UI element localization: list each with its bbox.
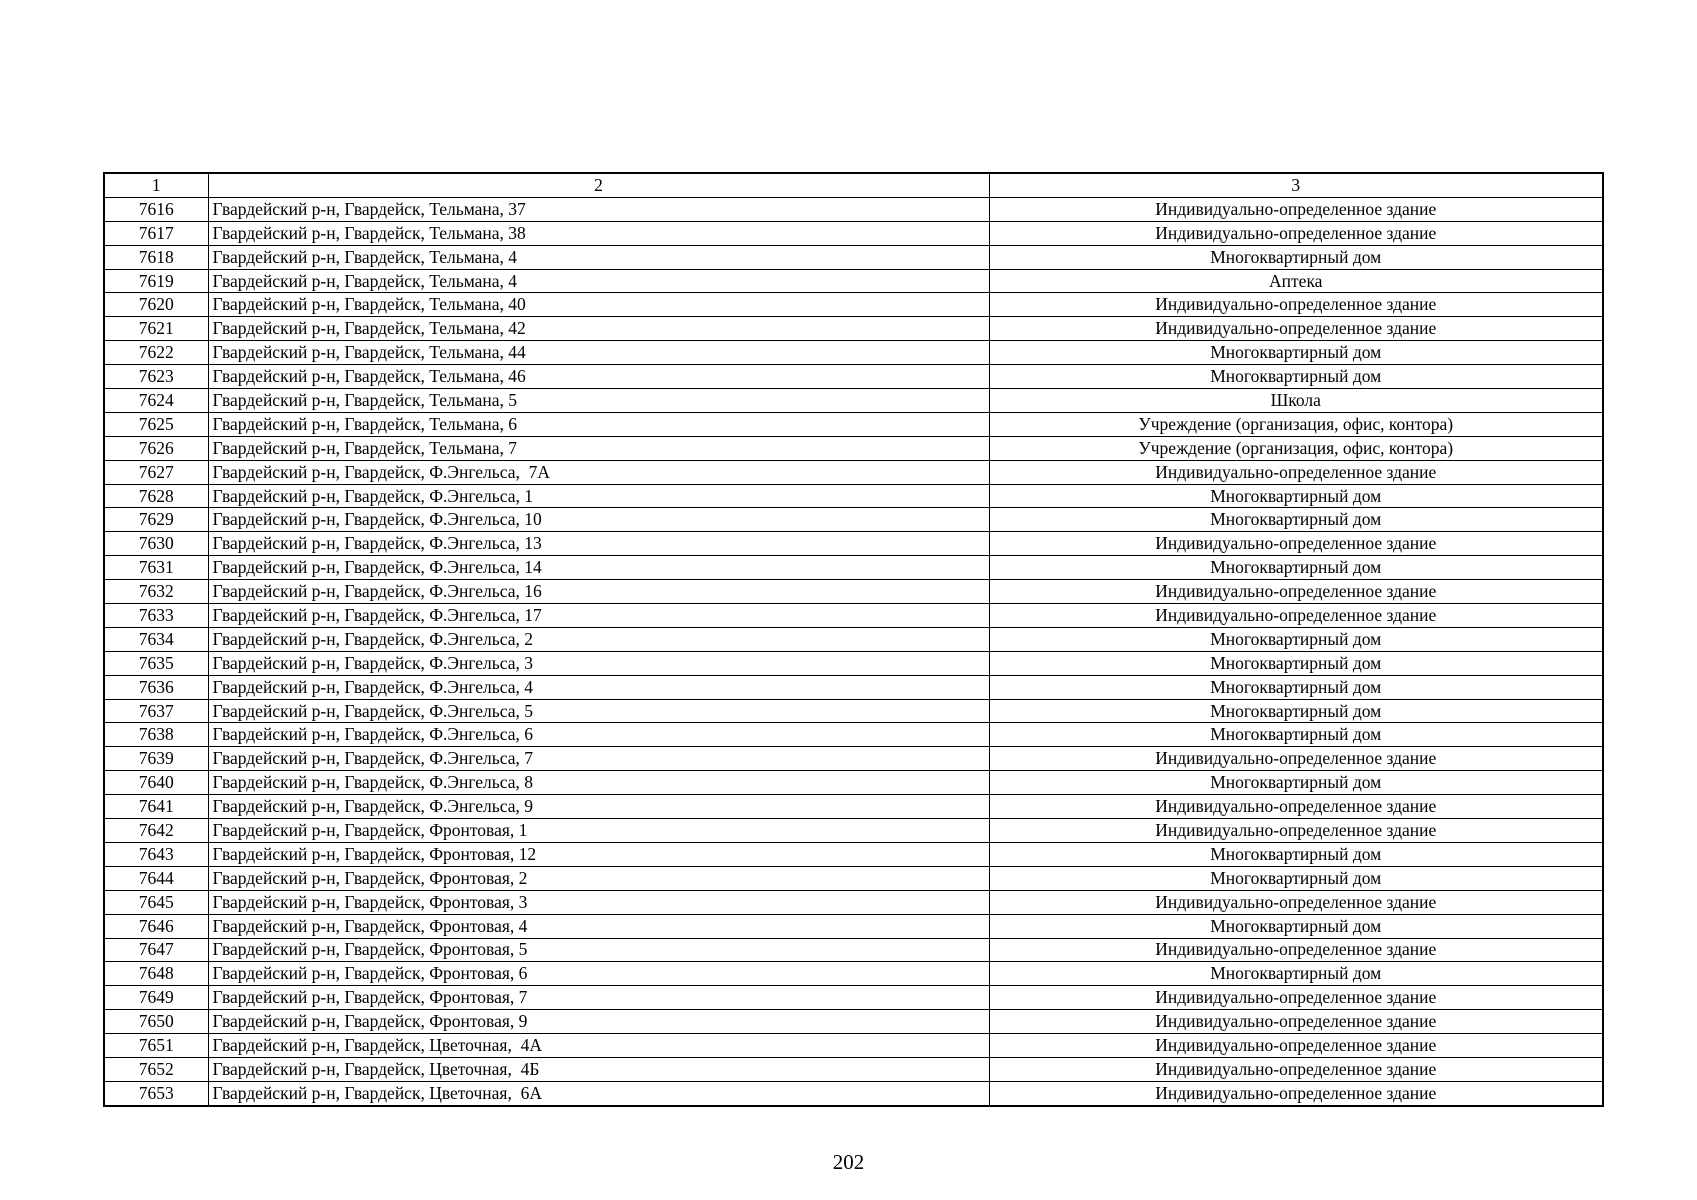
address-cell: Гвардейский р-н, Гвардейск, Тельмана, 6 — [208, 412, 989, 436]
table-row — [104, 245, 1603, 269]
object-type-cell: Индивидуально-определенное здание — [989, 460, 1603, 484]
table-row — [104, 197, 1603, 221]
address-cell: Гвардейский р-н, Гвардейск, Ф.Энгельса, 9 — [208, 795, 989, 819]
address-cell: Гвардейский р-н, Гвардейск, Тельмана, 4 — [208, 269, 989, 293]
address-cell: Гвардейский р-н, Гвардейск, Тельмана, 37 — [208, 197, 989, 221]
address-cell: Гвардейский р-н, Гвардейск, Ф.Энгельса, 17 — [208, 604, 989, 628]
row-number-cell: 7628 — [104, 484, 208, 508]
object-type-cell: Индивидуально-определенное здание — [989, 197, 1603, 221]
table-row — [104, 580, 1603, 604]
address-cell: Гвардейский р-н, Гвардейск, Фронтовая, 5 — [208, 938, 989, 962]
address-cell: Гвардейский р-н, Гвардейск, Тельмана, 40 — [208, 293, 989, 317]
object-type-cell: Аптека — [989, 269, 1603, 293]
table-row — [104, 747, 1603, 771]
address-cell: Гвардейский р-н, Гвардейск, Фронтовая, 3 — [208, 890, 989, 914]
object-type-cell: Индивидуально-определенное здание — [989, 1057, 1603, 1081]
object-type-cell: Многоквартирный дом — [989, 914, 1603, 938]
address-cell: Гвардейский р-н, Гвардейск, Ф.Энгельса, 13 — [208, 532, 989, 556]
table-row — [104, 221, 1603, 245]
object-type-cell: Индивидуально-определенное здание — [989, 747, 1603, 771]
page-number: 202 — [832, 1150, 865, 1174]
table-row — [104, 484, 1603, 508]
address-cell: Гвардейский р-н, Гвардейск, Тельмана, 42 — [208, 317, 989, 341]
object-type-cell: Многоквартирный дом — [989, 341, 1603, 365]
column-header-address: 2 — [208, 173, 989, 197]
row-number-cell: 7649 — [104, 986, 208, 1010]
table-row — [104, 556, 1603, 580]
table-body — [104, 197, 1603, 1105]
address-cell: Гвардейский р-н, Гвардейск, Ф.Энгельса, 14 — [208, 556, 989, 580]
address-cell: Гвардейский р-н, Гвардейск, Ф.Энгельса, 16 — [208, 580, 989, 604]
document-table — [103, 172, 1604, 1107]
table-row — [104, 675, 1603, 699]
address-cell: Гвардейский р-н, Гвардейск, Фронтовая, 4 — [208, 914, 989, 938]
address-cell: Гвардейский р-н, Гвардейск, Цветочная, 4А — [208, 1034, 989, 1058]
address-cell: Гвардейский р-н, Гвардейск, Тельмана, 4 — [208, 245, 989, 269]
address-cell: Гвардейский р-н, Гвардейск, Ф.Энгельса, 5 — [208, 699, 989, 723]
object-type-cell: Многоквартирный дом — [989, 962, 1603, 986]
row-number-cell: 7629 — [104, 508, 208, 532]
object-type-cell: Школа — [989, 389, 1603, 413]
table-row — [104, 819, 1603, 843]
object-type-cell: Многоквартирный дом — [989, 866, 1603, 890]
table-row — [104, 508, 1603, 532]
row-number-cell: 7618 — [104, 245, 208, 269]
table-row — [104, 293, 1603, 317]
row-number-cell: 7643 — [104, 842, 208, 866]
row-number-cell: 7636 — [104, 675, 208, 699]
object-type-cell: Индивидуально-определенное здание — [989, 795, 1603, 819]
object-type-cell: Индивидуально-определенное здание — [989, 890, 1603, 914]
row-number-cell: 7622 — [104, 341, 208, 365]
table-row — [104, 1034, 1603, 1058]
object-type-cell: Многоквартирный дом — [989, 842, 1603, 866]
table-row — [104, 890, 1603, 914]
address-cell: Гвардейский р-н, Гвардейск, Тельмана, 46 — [208, 365, 989, 389]
table-row — [104, 365, 1603, 389]
address-cell: Гвардейский р-н, Гвардейск, Тельмана, 44 — [208, 341, 989, 365]
row-number-cell: 7650 — [104, 1010, 208, 1034]
object-type-cell: Многоквартирный дом — [989, 627, 1603, 651]
row-number-cell: 7630 — [104, 532, 208, 556]
object-type-cell: Индивидуально-определенное здание — [989, 221, 1603, 245]
object-type-cell: Многоквартирный дом — [989, 365, 1603, 389]
object-type-cell: Индивидуально-определенное здание — [989, 938, 1603, 962]
address-cell: Гвардейский р-н, Гвардейск, Фронтовая, 9 — [208, 1010, 989, 1034]
row-number-cell: 7631 — [104, 556, 208, 580]
address-cell: Гвардейский р-н, Гвардейск, Ф.Энгельса, 7А — [208, 460, 989, 484]
row-number-cell: 7616 — [104, 197, 208, 221]
table-row — [104, 699, 1603, 723]
table-row — [104, 627, 1603, 651]
table-row — [104, 771, 1603, 795]
object-type-cell: Индивидуально-определенное здание — [989, 293, 1603, 317]
address-cell: Гвардейский р-н, Гвардейск, Ф.Энгельса, 2 — [208, 627, 989, 651]
row-number-cell: 7644 — [104, 866, 208, 890]
row-number-cell: 7617 — [104, 221, 208, 245]
address-cell: Гвардейский р-н, Гвардейск, Ф.Энгельса, 4 — [208, 675, 989, 699]
address-cell: Гвардейский р-н, Гвардейск, Ф.Энгельса, 10 — [208, 508, 989, 532]
address-cell: Гвардейский р-н, Гвардейск, Тельмана, 5 — [208, 389, 989, 413]
row-number-cell: 7652 — [104, 1057, 208, 1081]
row-number-cell: 7639 — [104, 747, 208, 771]
row-number-cell: 7620 — [104, 293, 208, 317]
object-type-cell: Многоквартирный дом — [989, 556, 1603, 580]
address-cell: Гвардейский р-н, Гвардейск, Фронтовая, 12 — [208, 842, 989, 866]
address-cell: Гвардейский р-н, Гвардейск, Ф.Энгельса, 3 — [208, 651, 989, 675]
table-row — [104, 795, 1603, 819]
object-type-cell: Многоквартирный дом — [989, 675, 1603, 699]
address-cell: Гвардейский р-н, Гвардейск, Тельмана, 7 — [208, 436, 989, 460]
table-row — [104, 651, 1603, 675]
object-type-cell: Индивидуально-определенное здание — [989, 819, 1603, 843]
table-row — [104, 412, 1603, 436]
address-cell: Гвардейский р-н, Гвардейск, Ф.Энгельса, 8 — [208, 771, 989, 795]
object-type-cell: Многоквартирный дом — [989, 508, 1603, 532]
row-number-cell: 7646 — [104, 914, 208, 938]
row-number-cell: 7627 — [104, 460, 208, 484]
address-cell: Гвардейский р-н, Гвардейск, Фронтовая, 2 — [208, 866, 989, 890]
object-type-cell: Индивидуально-определенное здание — [989, 1034, 1603, 1058]
row-number-cell: 7642 — [104, 819, 208, 843]
table-header-row — [104, 173, 1603, 197]
row-number-cell: 7619 — [104, 269, 208, 293]
row-number-cell: 7624 — [104, 389, 208, 413]
table-row — [104, 938, 1603, 962]
object-type-cell: Многоквартирный дом — [989, 699, 1603, 723]
address-cell: Гвардейский р-н, Гвардейск, Фронтовая, 6 — [208, 962, 989, 986]
object-type-cell: Многоквартирный дом — [989, 245, 1603, 269]
row-number-cell: 7637 — [104, 699, 208, 723]
table-row — [104, 341, 1603, 365]
table-row — [104, 436, 1603, 460]
table-row — [104, 389, 1603, 413]
row-number-cell: 7625 — [104, 412, 208, 436]
address-cell: Гвардейский р-н, Гвардейск, Тельмана, 38 — [208, 221, 989, 245]
object-type-cell: Многоквартирный дом — [989, 723, 1603, 747]
row-number-cell: 7647 — [104, 938, 208, 962]
row-number-cell: 7633 — [104, 604, 208, 628]
row-number-cell: 7651 — [104, 1034, 208, 1058]
address-cell: Гвардейский р-н, Гвардейск, Цветочная, 4Б — [208, 1057, 989, 1081]
table-row — [104, 1010, 1603, 1034]
row-number-cell: 7635 — [104, 651, 208, 675]
object-type-cell: Многоквартирный дом — [989, 651, 1603, 675]
object-type-cell: Индивидуально-определенное здание — [989, 532, 1603, 556]
table-row — [104, 532, 1603, 556]
object-type-cell: Учреждение (организация, офис, контора) — [989, 436, 1603, 460]
table-row — [104, 723, 1603, 747]
table-row — [104, 1057, 1603, 1081]
address-cell: Гвардейский р-н, Гвардейск, Ф.Энгельса, 1 — [208, 484, 989, 508]
table-row — [104, 842, 1603, 866]
row-number-cell: 7626 — [104, 436, 208, 460]
table-row — [104, 914, 1603, 938]
address-cell: Гвардейский р-н, Гвардейск, Цветочная, 6А — [208, 1081, 989, 1105]
object-type-cell: Индивидуально-определенное здание — [989, 580, 1603, 604]
table-row — [104, 962, 1603, 986]
object-type-cell: Индивидуально-определенное здание — [989, 986, 1603, 1010]
row-number-cell: 7632 — [104, 580, 208, 604]
object-type-cell: Многоквартирный дом — [989, 771, 1603, 795]
row-number-cell: 7640 — [104, 771, 208, 795]
object-type-cell: Индивидуально-определенное здание — [989, 604, 1603, 628]
row-number-cell: 7634 — [104, 627, 208, 651]
table-row — [104, 866, 1603, 890]
table-row — [104, 986, 1603, 1010]
row-number-cell: 7623 — [104, 365, 208, 389]
address-cell: Гвардейский р-н, Гвардейск, Фронтовая, 1 — [208, 819, 989, 843]
row-number-cell: 7648 — [104, 962, 208, 986]
table-row — [104, 460, 1603, 484]
column-header-type: 3 — [989, 173, 1603, 197]
column-header-number: 1 — [104, 173, 208, 197]
row-number-cell: 7653 — [104, 1081, 208, 1105]
object-type-cell: Многоквартирный дом — [989, 484, 1603, 508]
object-type-cell: Учреждение (организация, офис, контора) — [989, 412, 1603, 436]
row-number-cell: 7641 — [104, 795, 208, 819]
address-cell: Гвардейский р-н, Гвардейск, Фронтовая, 7 — [208, 986, 989, 1010]
table-row — [104, 317, 1603, 341]
table-row — [104, 269, 1603, 293]
address-cell: Гвардейский р-н, Гвардейск, Ф.Энгельса, 6 — [208, 723, 989, 747]
row-number-cell: 7645 — [104, 890, 208, 914]
object-type-cell: Индивидуально-определенное здание — [989, 1010, 1603, 1034]
row-number-cell: 7638 — [104, 723, 208, 747]
object-type-cell: Индивидуально-определенное здание — [989, 1081, 1603, 1105]
address-cell: Гвардейский р-н, Гвардейск, Ф.Энгельса, 7 — [208, 747, 989, 771]
table-row — [104, 604, 1603, 628]
row-number-cell: 7621 — [104, 317, 208, 341]
table-row — [104, 1081, 1603, 1105]
object-type-cell: Индивидуально-определенное здание — [989, 317, 1603, 341]
